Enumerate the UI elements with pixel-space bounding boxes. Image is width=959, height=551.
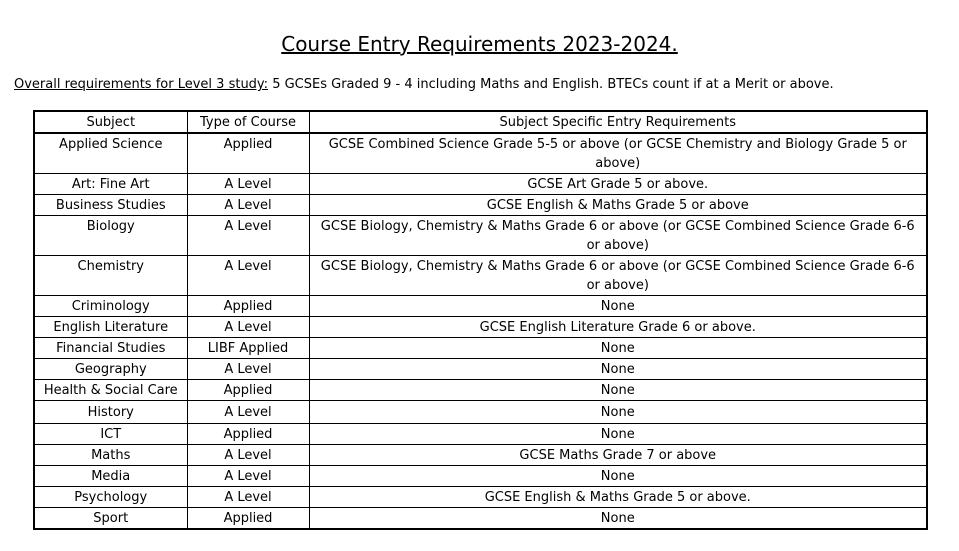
- course-type-cell: A Level: [187, 401, 309, 424]
- table-header-row: [34, 111, 927, 133]
- requirements-cell: GCSE Biology, Chemistry & Maths Grade 6 or above (or GCSE Combined Science Grade 6-6 or above): [309, 256, 927, 296]
- table-row: [34, 216, 927, 256]
- table-row: [34, 195, 927, 216]
- course-type-cell: Applied: [187, 424, 309, 445]
- course-type-cell: A Level: [187, 195, 309, 216]
- requirements-cell: None: [309, 359, 927, 380]
- course-type-cell: Applied: [187, 508, 309, 530]
- requirements-cell: None: [309, 424, 927, 445]
- subject-cell: Maths: [34, 445, 187, 466]
- table-row: [34, 401, 927, 424]
- course-type-cell: A Level: [187, 487, 309, 508]
- subject-cell: Art: Fine Art: [34, 174, 187, 195]
- requirements-cell: GCSE Combined Science Grade 5-5 or above (or GCSE Chemistry and Biology Grade 5 or above): [309, 133, 927, 174]
- course-type-cell: LIBF Applied: [187, 338, 309, 359]
- subject-cell: Health & Social Care: [34, 380, 187, 401]
- course-type-cell: Applied: [187, 133, 309, 174]
- requirements-cell: None: [309, 508, 927, 530]
- table-row: [34, 256, 927, 296]
- header-entry-requirements: Subject Specific Entry Requirements: [309, 111, 927, 133]
- subject-cell: History: [34, 401, 187, 424]
- requirements-cell: GCSE English & Maths Grade 5 or above.: [309, 487, 927, 508]
- requirements-cell: None: [309, 380, 927, 401]
- subject-cell: English Literature: [34, 317, 187, 338]
- requirements-cell: GCSE Maths Grade 7 or above: [309, 445, 927, 466]
- requirements-cell: GCSE Art Grade 5 or above.: [309, 174, 927, 195]
- requirements-cell: None: [309, 466, 927, 487]
- table-row: [34, 508, 927, 530]
- course-type-cell: A Level: [187, 445, 309, 466]
- subject-cell: Chemistry: [34, 256, 187, 296]
- course-type-cell: A Level: [187, 317, 309, 338]
- table-row: [34, 174, 927, 195]
- table-row: [34, 380, 927, 401]
- requirements-cell: None: [309, 296, 927, 317]
- subject-cell: Media: [34, 466, 187, 487]
- requirements-cell: GCSE Biology, Chemistry & Maths Grade 6 or above (or GCSE Combined Science Grade 6-6 or above): [309, 216, 927, 256]
- overall-requirements: [14, 77, 834, 92]
- header-type-of-course: Type of Course: [187, 111, 309, 133]
- table-row: [34, 359, 927, 380]
- requirements-cell: GCSE English & Maths Grade 5 or above: [309, 195, 927, 216]
- course-type-cell: A Level: [187, 466, 309, 487]
- subject-cell: Biology: [34, 216, 187, 256]
- subject-cell: ICT: [34, 424, 187, 445]
- subject-cell: Criminology: [34, 296, 187, 317]
- subject-cell: Psychology: [34, 487, 187, 508]
- header-subject: Subject: [34, 111, 187, 133]
- requirements-cell: None: [309, 338, 927, 359]
- course-type-cell: A Level: [187, 256, 309, 296]
- subject-cell: Sport: [34, 508, 187, 530]
- subject-cell: Business Studies: [34, 195, 187, 216]
- course-type-cell: Applied: [187, 380, 309, 401]
- course-type-cell: Applied: [187, 296, 309, 317]
- table-row: [34, 445, 927, 466]
- course-type-cell: A Level: [187, 174, 309, 195]
- subject-cell: Financial Studies: [34, 338, 187, 359]
- course-type-cell: A Level: [187, 216, 309, 256]
- requirements-cell: GCSE English Literature Grade 6 or above.: [309, 317, 927, 338]
- table-row: [34, 296, 927, 317]
- table-row: [34, 338, 927, 359]
- requirements-cell: None: [309, 401, 927, 424]
- overall-requirements-text: 5 GCSEs Graded 9 - 4 including Maths and English. BTECs count if at a Merit or above.: [268, 77, 834, 92]
- table-row: [34, 133, 927, 174]
- overall-requirements-lead: Overall requirements for Level 3 study:: [14, 77, 269, 92]
- requirements-table: [33, 110, 928, 530]
- course-type-cell: A Level: [187, 359, 309, 380]
- subject-cell: Geography: [34, 359, 187, 380]
- page-title: Course Entry Requirements 2023-2024.: [281, 32, 678, 56]
- table-row: [34, 466, 927, 487]
- table-row: [34, 317, 927, 338]
- subject-cell: Applied Science: [34, 133, 187, 174]
- table-row: [34, 424, 927, 445]
- table-row: [34, 487, 927, 508]
